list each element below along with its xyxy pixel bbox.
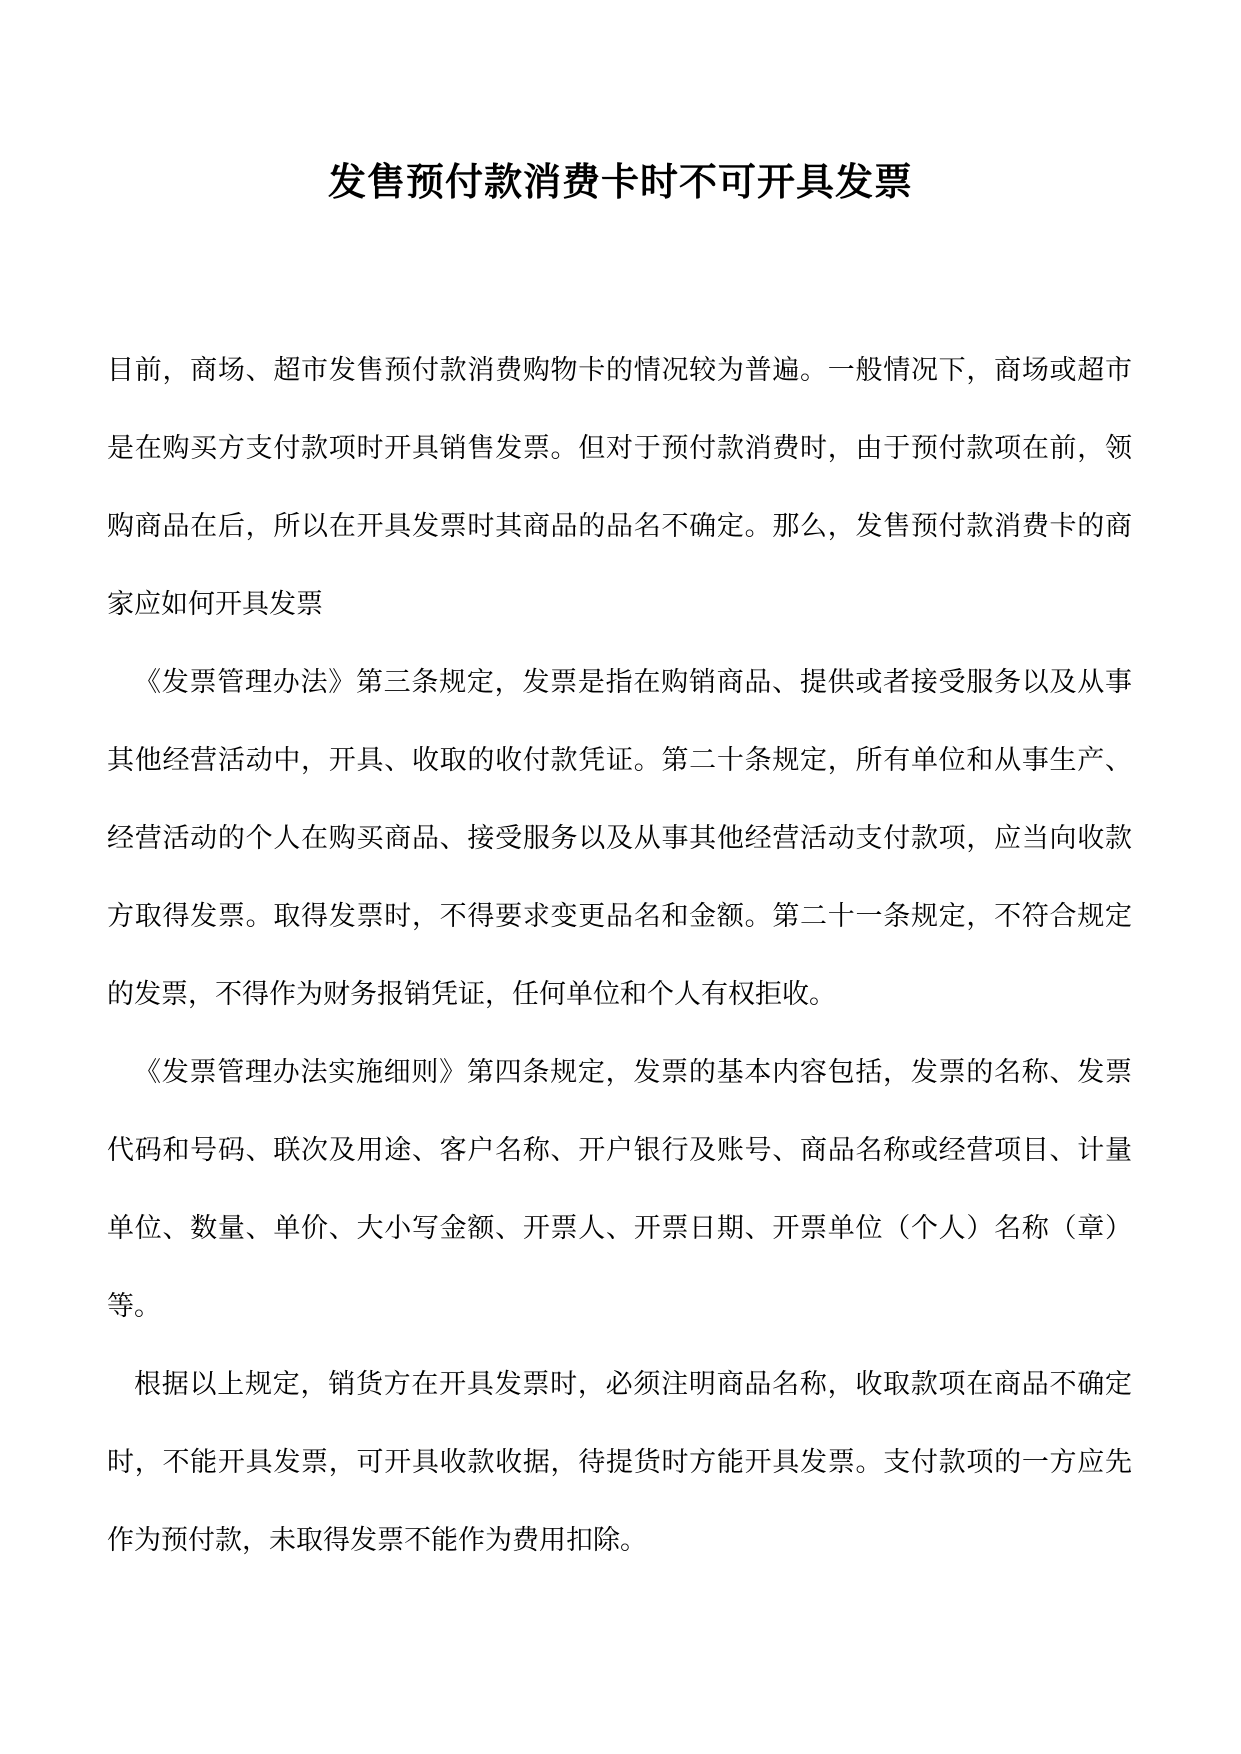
paragraph-intro: 目前，商场、超市发售预付款消费购物卡的情况较为普遍。一般情况下，商场或超市是在购买方支付款项时开具销售发票。但对于预付款消费时，由于预付款项在前，领购商品在后，所以在开具发票时其商品的品名不确定。那么，发售预付款消费卡的商家应如何开具发票: [107, 355, 1132, 620]
paragraph-invoice-management-rules: 《发票管理办法》第三条规定，发票是指在购销商品、提供或者接受服务以及从事其他经营活动中，开具、收取的收付款凭证。第二十条规定，所有单位和从事生产、经营活动的个人在购买商品、接受服务以及从事其他经营活动支付款项，应当向收款方取得发票。取得发票时，不得要求变更品名和金额。第二十一条规定，不符合规定的发票，不得作为财务报销凭证，任何单位和个人有权拒收。: [107, 667, 1132, 1010]
paragraph-implementation-details: 《发票管理办法实施细则》第四条规定，发票的基本内容包括，发票的名称、发票代码和号码、联次及用途、客户名称、开户银行及账号、商品名称或经营项目、计量单位、数量、单价、大小写金额、开票人、开票日期、开票单位（个人）名称（章）等。: [107, 1057, 1132, 1322]
paragraph-conclusion: 根据以上规定，销货方在开具发票时，必须注明商品名称，收取款项在商品不确定时，不能开具发票，可开具收款收据，待提货时方能开具发票。支付款项的一方应先作为预付款，未取得发票不能作为费用扣除。: [107, 1369, 1132, 1556]
document-body: [107, 332, 1132, 1580]
document-title: 发售预付款消费卡时不可开具发票: [327, 159, 913, 204]
